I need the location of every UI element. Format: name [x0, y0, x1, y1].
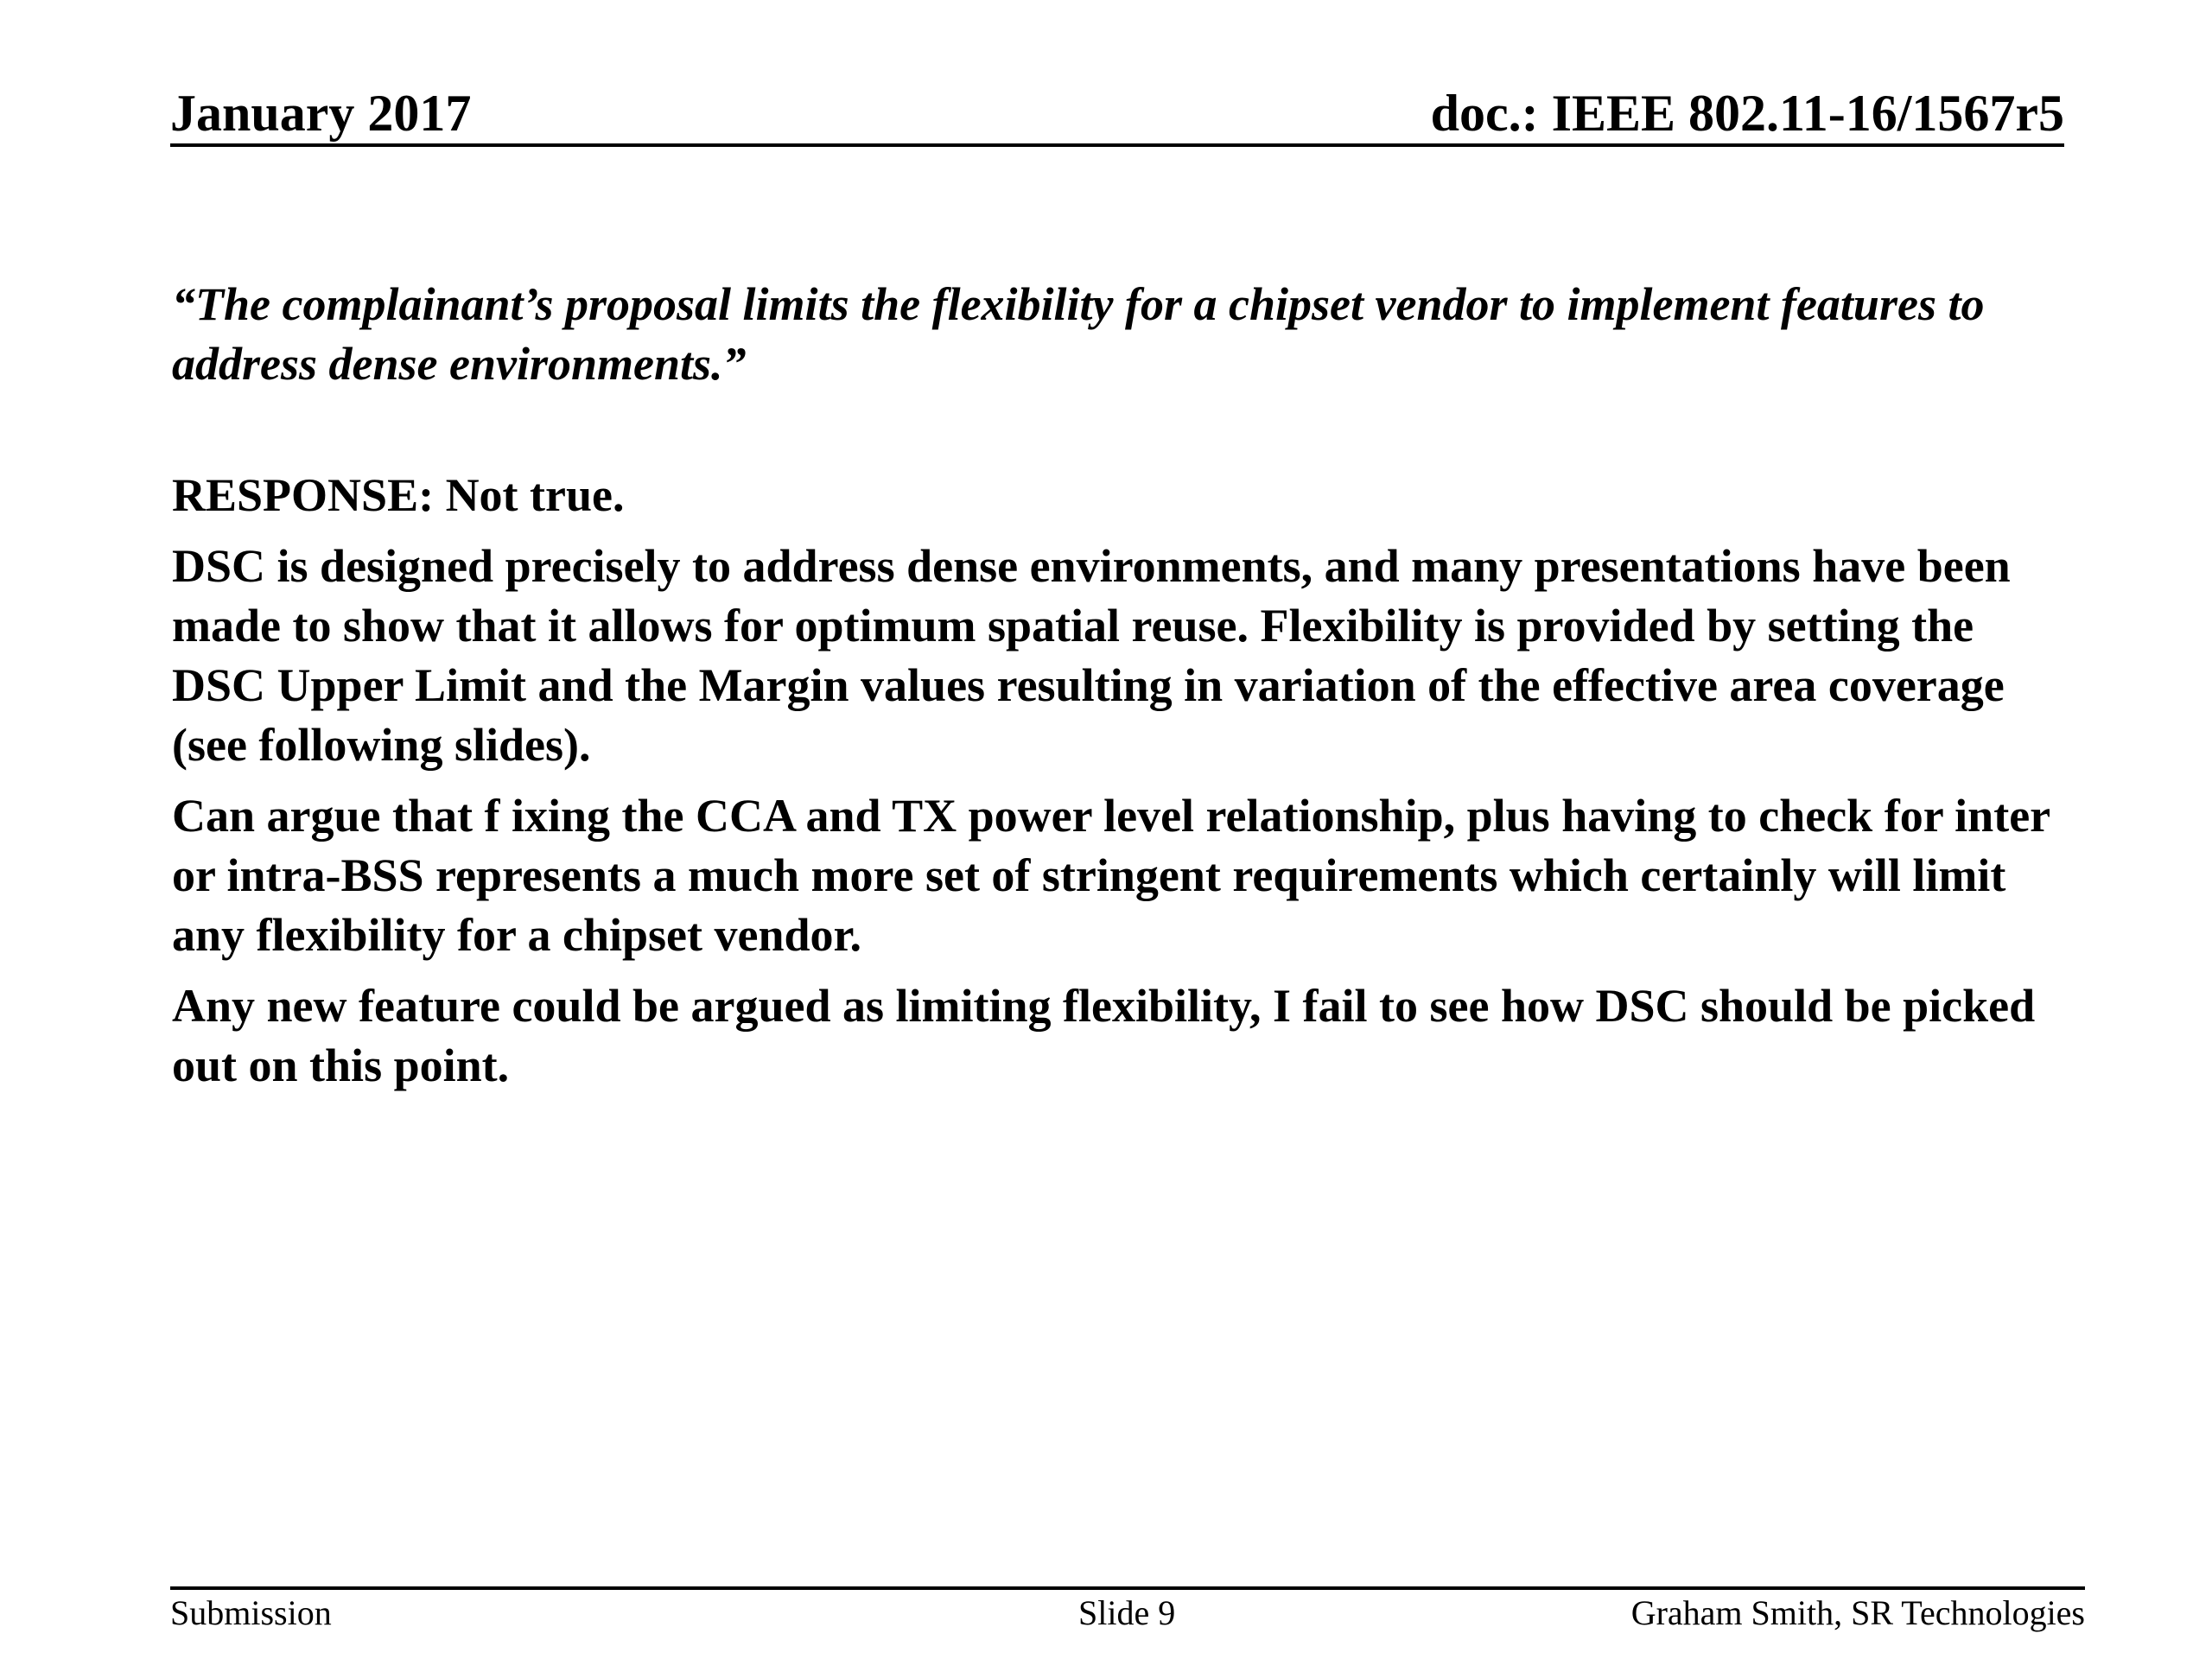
response-paragraph-2: Can argue that f ixing the CCA and TX power level relationship, plus having to check for inter or intra-BSS represents a much more set of stringent requirements which certainly will limit any flexibility for a chipset vendor. — [172, 790, 2050, 961]
header-date: January 2017 — [170, 85, 472, 142]
slide-header — [170, 83, 2064, 147]
response-paragraph-1: DSC is designed precisely to address dense environments, and many presentations have been made to show that it allows for optimum spatial reuse. Flexibility is provided by setting the DSC Upper Limit and the Margin values resulting in variation of the effective area coverage (see following slides). — [172, 540, 2011, 771]
footer-author: Graham Smith, SR Technologies — [1630, 1593, 2085, 1632]
header-doc-id: doc.: IEEE 802.11-16/1567r5 — [1430, 85, 2064, 142]
response-heading: RESPONSE: Not true. — [172, 469, 625, 521]
response-paragraph-3: Any new feature could be argued as limiting flexibility, I fail to see how DSC should be picked out on this point. — [172, 980, 2036, 1091]
footer-slide-number: Slide 9 — [1078, 1593, 1176, 1632]
complaint-quote: “The complainant’s proposal limits the flexibility for a chipset vendor to implement features to address dense environments.” — [172, 278, 1985, 390]
footer-divider — [170, 1586, 2085, 1590]
slide-body — [172, 275, 2073, 1096]
footer-submission: Submission — [170, 1593, 332, 1632]
